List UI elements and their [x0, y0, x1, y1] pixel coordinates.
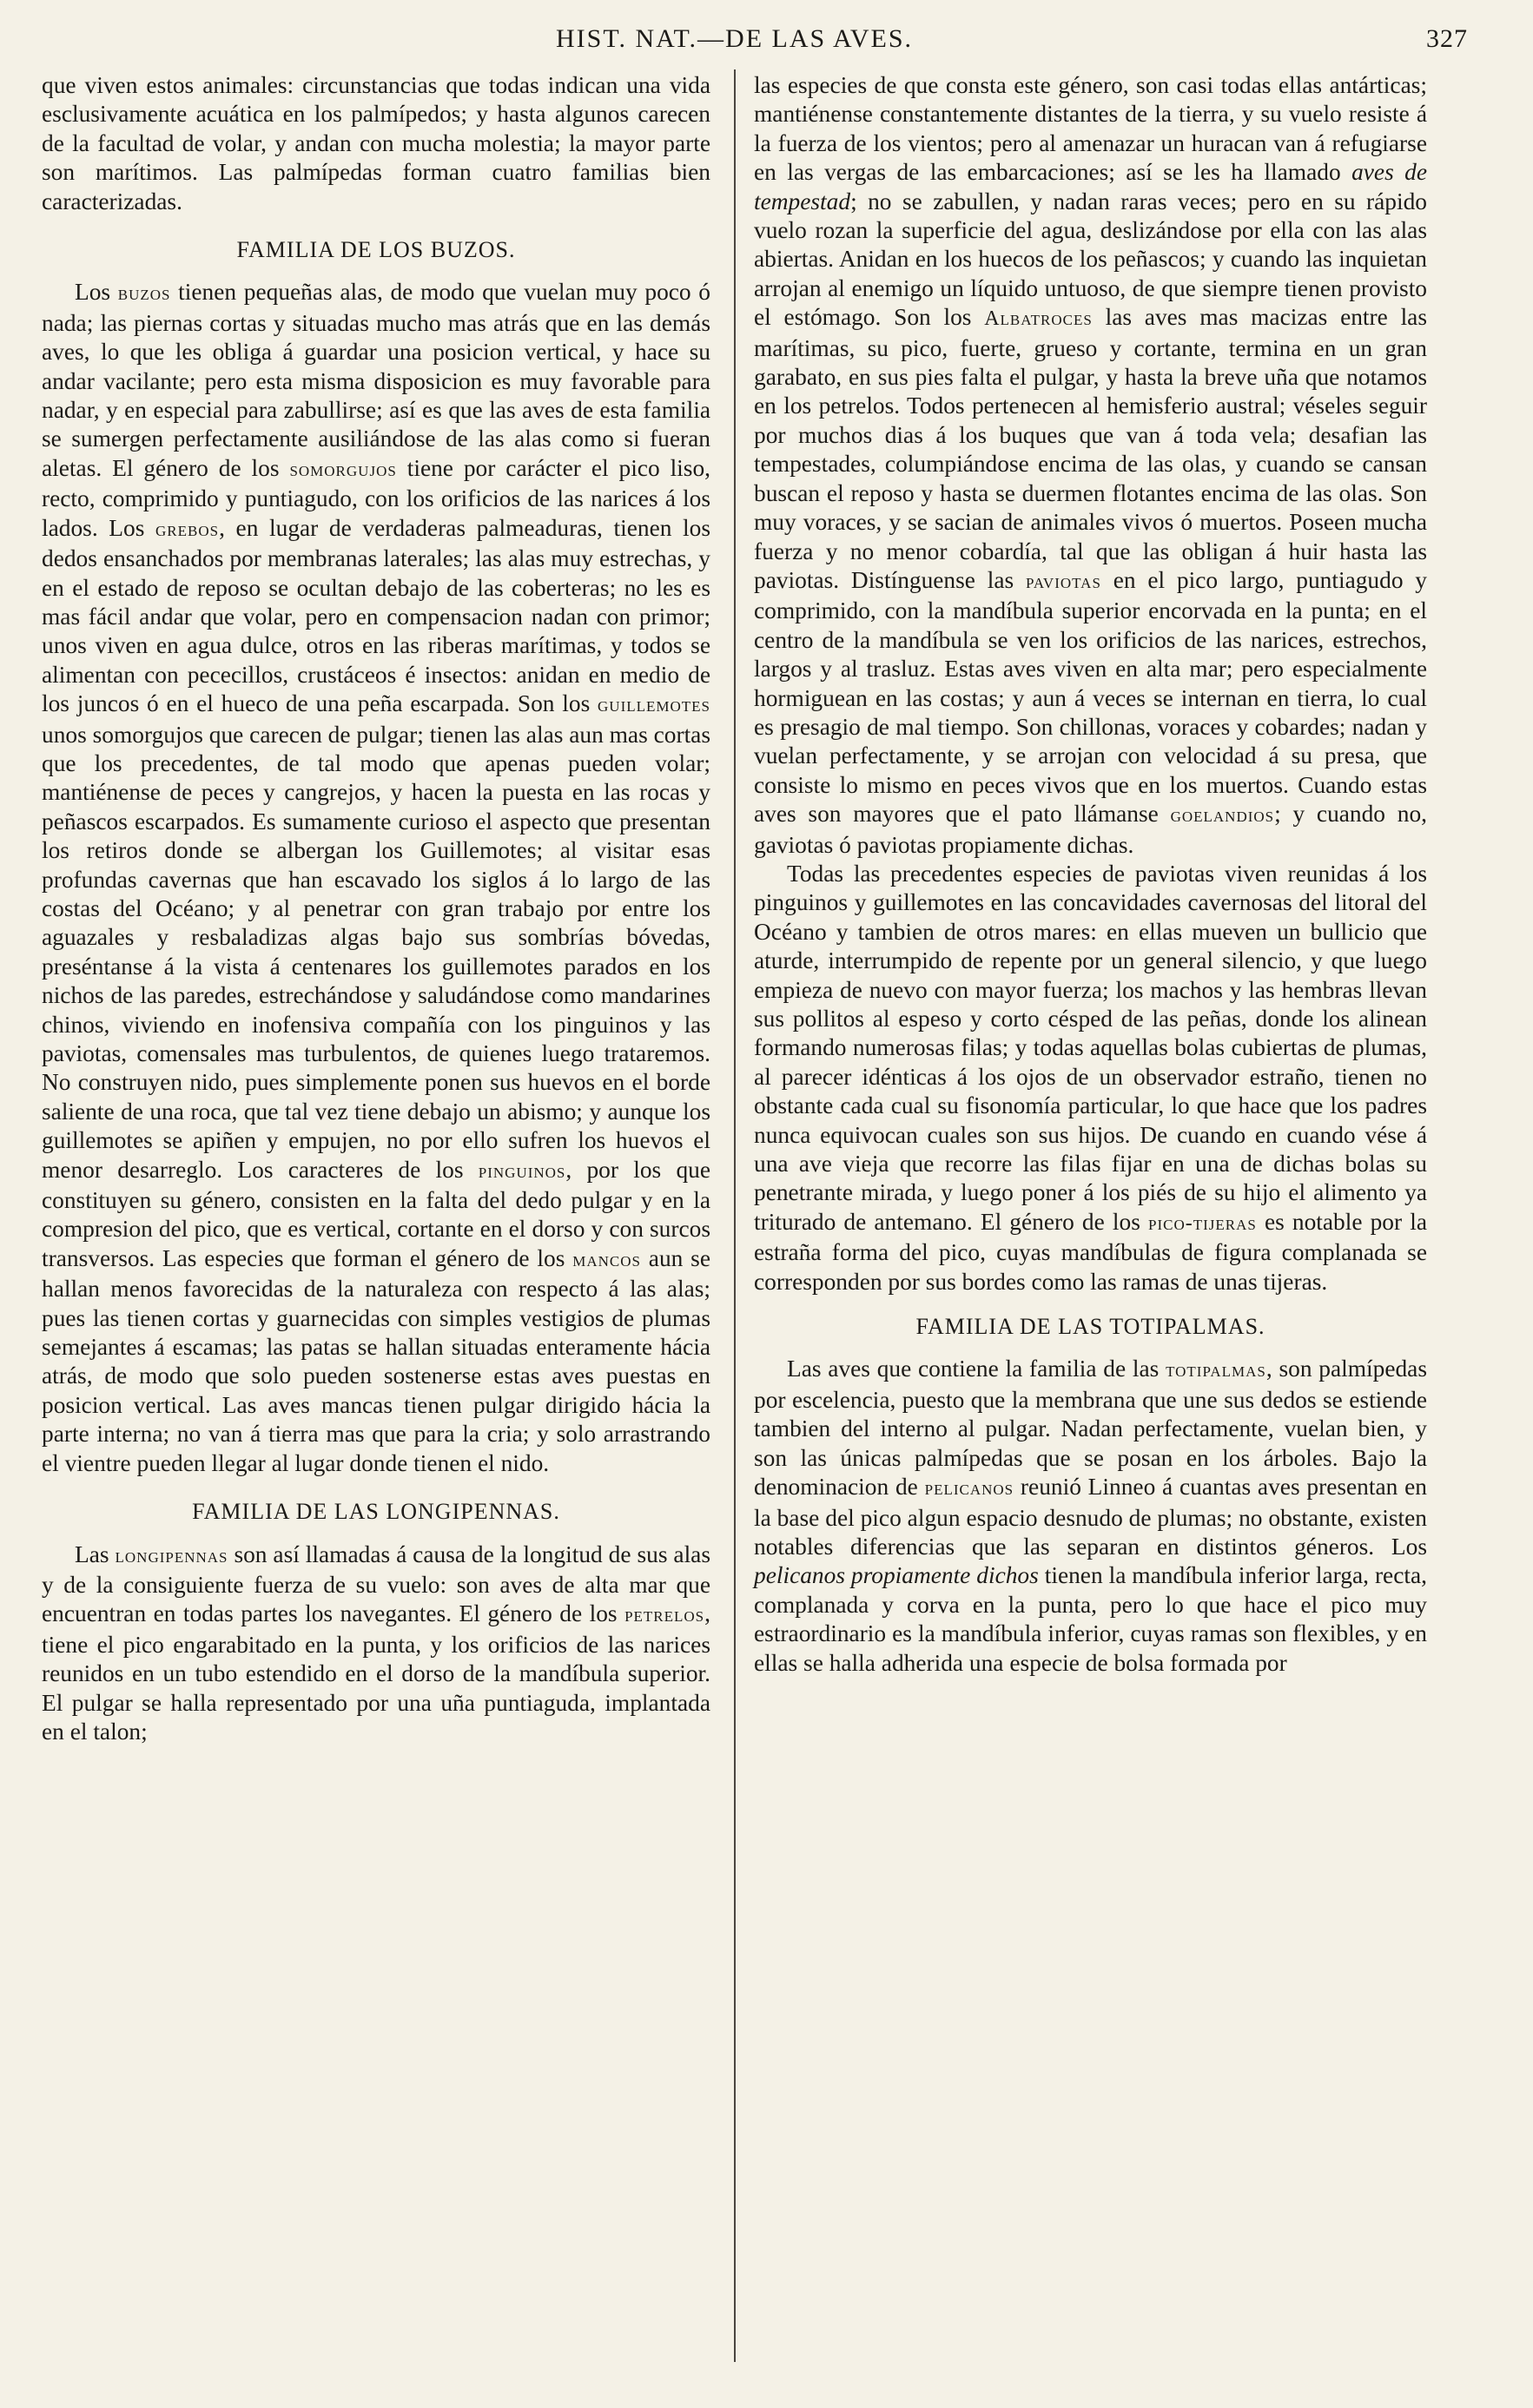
- paragraph: las especies de que consta este género, son casi todas ellas antárticas; mantiénense constantemente distantes de la tierra, y su vuelo resiste á la fuerza de los vientos; pero al amenazar un huracan van á refugiarse en las vergas de las embarcaciones; así se les ha llamado aves de tempestad; no se zabullen, y nadan raras veces; pero en su rápido vuelo rozan la superficie del agua, deslizándose por ella con las alas abiertas. Anidan en los huecos de los peñascos; y cuando las inquietan arrojan al enemigo un líquido untuoso, de que siempre tienen provisto el estómago. Son los Albatroces las aves mas macizas entre las marítimas, su pico, fuerte, grueso y cortante, termina en un gran garabato, en sus pies falta el pulgar, y hasta la breve uña que notamos en los petrelos. Todos pertenecen al hemisferio austral; véseles seguir por muchos dias á los buques que van á toda vela; desafian las tempestades, columpiándose encima de las olas, y cuando se cansan buscan el reposo y hasta se duermen flotantes encima de las olas. Son muy voraces, y se sacian de animales vivos ó muertos. Poseen mucha fuerza y no menor cobardía, tal que las obligan á huir hasta las paviotas. Distínguense las paviotas en el pico largo, puntiagudo y comprimido, con la mandíbula superior encorvada en la punta; en el centro de la mandíbula se ven los orificios de las narices, estrechos, largos y al trasluz. Estas aves viven en alta mar; pero especialmente hormiguean en las costas; y aun á veces se internan en tierra, lo cual es presagio de mal tiempo. Son chillonas, voraces y cobardes; nadan y vuelan perfectamente, y se arrojan con velocidad á su presa, que consiste lo mismo en peces vivos que en los muertos. Cuando estas aves son mayores que el pato llámanse goelandios; y cuando no, gaviotas ó paviotas propiamente dichas.: [754, 72, 1428, 858]
- paragraph: Las longipennas son así llamadas á causa de la longitud de sus alas y de la consiguiente fuerza de su vuelo: son aves de alta mar que encuentran en todas partes los navegantes. El género de los petrelos, tiene el pico engarabitado en la punta, y los orificios de las narices reunidos en un tubo estendido en el dorso de la mandíbula superior. El pulgar se halla representado por una uña puntiaguda, implantada en el talon;: [42, 1540, 711, 1745]
- section-heading-buzos: FAMILIA DE LOS BUZOS.: [236, 237, 516, 263]
- paragraph: Las aves que contiene la familia de las totipalmas, son palmípedas por escelencia, puesto que la membrana que une sus dedos se estiende tambien del interno al pulgar. Nadan perfectamente, vuelan bien, y son las únicas palmípedas que se posan en los árboles. Bajo la denominacion de pelicanos reunió Linneo á cuantas aves presentan en la base del pico algun espacio desnudo de plumas; no obstante, existen notables diferencias que las separan en distintos géneros. Los pelicanos propiamente dichos tienen la mandíbula inferior larga, recta, complanada y corva en la punta, pero lo que hace el pico muy estraordinario es la mandíbula inferior, cuyas ramas son flexibles, y en ellas se halla adherida una especie de bolsa formada por: [754, 1356, 1427, 1676]
- running-head: [0, 24, 1533, 59]
- paragraph: Los buzos tienen pequeñas alas, de modo que vuelan muy poco ó nada; las piernas cortas y situadas mucho mas atrás que en las demás aves, lo que les obliga á guardar una posicion vertical, y hace su andar vacilante; pero esta misma disposicion es muy favorable para nadar, y en especial para zabullirse; así es que las aves de esta familia se sumergen perfectamente ausiliándose de las alas como si fueran aletas. El género de los somorgujos tiene por carácter el pico liso, recto, comprimido y puntiagudo, con los orificios de las narices á los lados. Los grebos, en lugar de verdaderas palmeaduras, tienen los dedos ensanchados por membranas laterales; las alas muy estrechas, y en el estado de reposo se ocultan debajo de las coberteras; no les es mas fácil andar que volar, pero en compensacion nadan con primor; unos viven en agua dulce, otros en las riberas marítimas, y todos se alimentan con pececillos, crustáceos é insectos: anidan en medio de los juncos ó en el hueco de una peña escarpada. Son los guillemotes unos somorgujos que carecen de pulgar; tienen las alas aun mas cortas que los precedentes, de tal modo que apenas pueden volar; mantiénense de peces y cangrejos, y hacen la puesta en las rocas y peñascos escarpados. Es sumamente curioso el aspecto que presentan los retiros donde se albergan los Guillemotes; al visitar esas profundas cavernas que han escavado los siglos á lo largo de las costas del Océano; y al penetrar con gran trabajo por entre los aguazales y resbaladizas algas bajo sus sombrías bóvedas, preséntanse á la vista á centenares los guillemotes parados en los nichos de las paredes, estrechándose y saludándose como mandarines chinos, viviendo en inofensiva compañía con los pinguinos y las paviotas, comensales mas turbulentos, de quienes luego trataremos. No construyen nido, pues simplemente ponen sus huevos en el borde saliente de una roca, que tal vez tiene debajo un abismo; y aunque los guillemotes se apiñen y empujen, no por ello sufren los huevos el menor desarreglo. Los caracteres de los pinguinos, por los que constituyen su género, consisten en la falta del dedo pulgar y en la compresion del pico, que es vertical, cortante en el dorso y con surcos transversos. Las especies que forman el género de los mancos aun se hallan menos favorecidas de la naturaleza con respecto á las alas; pues las tienen cortas y guarnecidas con simples vestigios de plumas semejantes á escamas; las patas se hallan situadas enteramente hácia atrás, de modo que solo pueden sostenerse estas aves puestas en posicion vertical. Las aves mancas tienen pulgar dirigido hácia la parte interna; no van á tierra mas que para la cria; y solo arrastrando el vientre pueden llegar al lugar donde tienen el nido.: [42, 279, 711, 1476]
- running-title: HIST. NAT.—DE LAS AVES.: [556, 24, 914, 53]
- page-number: 327: [1426, 24, 1468, 53]
- left-column: [42, 71, 710, 1746]
- column-divider: [734, 69, 736, 2362]
- right-column: [754, 71, 1427, 1678]
- paragraph: que viven estos animales: circunstancias que todas indican una vida esclusivamente acuática en los palmípedos; y hasta algunos carecen de la facultad de volar, y andan con mucha molestia; la mayor parte son marítimos. Las palmípedas forman cuatro familias bien caracterizadas.: [42, 72, 710, 214]
- section-heading-totipalmas: FAMILIA DE LAS TOTIPALMAS.: [915, 1314, 1265, 1340]
- paragraph: Todas las precedentes especies de paviotas viven reunidas á los pinguinos y guillemotes en las concavidades cavernosas del litoral del Océano y tambien de otros mares: en ellas mueven un bullicio que aturde, interrumpido de repente por un general silencio, y que luego empieza de nuevo con mayor fuerza; los machos y las hembras llevan sus pollitos al espeso y corto césped de las peñas, donde los alinean formando numerosas filas; y todas aquellas bolas cubiertas de plumas, al parecer idénticas á los ojos de un observador estraño, tienen no obstante cada cual su fisonomía particular, lo que hace que los padres nunca equivocan cuales son sus hijos. De cuando en cuando vése á una ave vieja que recorre las filas fijar en una de dichas bolas su penetrante mirada, y luego poner á los piés de su hijo el alimento ya triturado de antemano. El género de los pico-tijeras es notable por la estraña forma del pico, cuyas mandíbulas de figura complanada se corresponden por sus bordes como las ramas de unas tijeras.: [754, 860, 1428, 1295]
- section-heading-longipennas: FAMILIA DE LAS LONGIPENNAS.: [192, 1499, 560, 1525]
